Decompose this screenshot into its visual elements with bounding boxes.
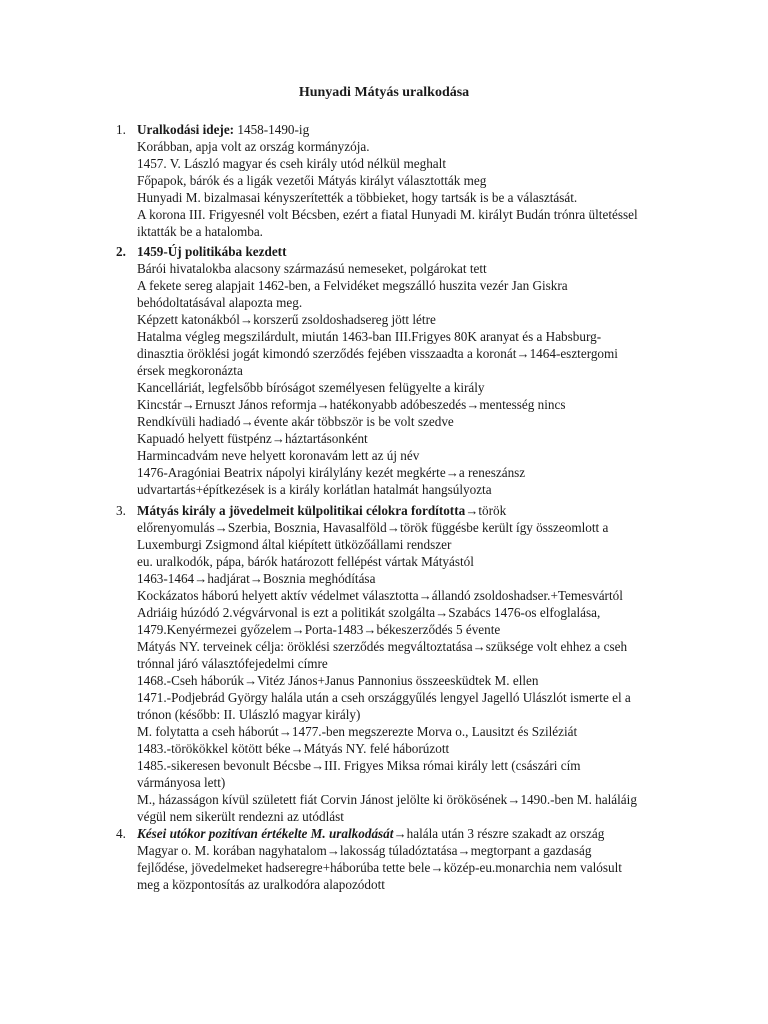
section-heading: Kései utókor pozitívan értékelte M. uralkodását→halála után 3 részre szakadt az ország	[137, 826, 605, 841]
document-title: Hunyadi Mátyás uralkodása	[298, 85, 470, 100]
section-heading: 1459-Új politikába kezdett	[137, 244, 287, 259]
text-line: Korábban, apja volt az ország kormányzója.	[137, 139, 370, 154]
section-number: 3.	[116, 503, 126, 518]
text-line: Kockázatos háború helyett aktív védelmet választotta→állandó zsoldoshadser.+Temesvártól	[137, 588, 623, 603]
text-line: Magyar o. M. korában nagyhatalom→lakosság túladóztatása→megtorpant a gazdaság	[137, 843, 592, 858]
text-line: Kapuadó helyett füstpénz→háztartásonként	[137, 431, 368, 446]
text-line: A fekete sereg alapjait 1462-ben, a Felvidéket megszálló huszita vezér Jan Giskra	[137, 278, 568, 293]
text-line: 1463-1464→hadjárat→Bosznia meghódítása	[137, 571, 376, 586]
text-line: Adriáig húzódó 2.végvárvonal is ezt a politikát szolgálta→Szabács 1476-os elfoglalása,	[137, 605, 601, 620]
text-line: Kancelláriát, legfelsőbb bíróságot személyesen felügyelte a király	[137, 380, 485, 395]
text-line: 1471.-Podjebrád György halála után a cseh országgyűlés lengyel Jagelló Ulászlót ismerte el a	[137, 690, 631, 705]
text-line: Kincstár→Ernuszt János reformja→hatékonyabb adóbeszedés→mentesség nincs	[137, 397, 566, 412]
text-line: trónon (később: II. Ulászló magyar király)	[137, 707, 361, 722]
text-line: 1479.Kenyérmezei győzelem→Porta-1483→békeszerződés 5 évente	[137, 622, 501, 637]
text-line: Bárói hivatalokba alacsony származású nemeseket, polgárokat tett	[137, 261, 487, 276]
section-heading: Mátyás király a jövedelmeit külpolitikai célokra fordította→török	[137, 503, 507, 518]
text-line: Harmincadvám neve helyett koronavám lett az új név	[137, 448, 420, 463]
text-line: behódoltatásával alapozta meg.	[137, 295, 303, 310]
text-line: 1468.-Cseh háborúk→Vitéz János+Janus Pannonius összeesküdtek M. ellen	[137, 673, 539, 688]
text-line: Főpapok, bárók és a ligák vezetői Mátyás királyt választották meg	[137, 173, 487, 188]
text-line: Hunyadi M. bizalmasai kényszerítették a többieket, hogy tartsák is be a választását.	[137, 190, 578, 205]
text-line: iktatták be a hatalomba.	[137, 224, 263, 239]
text-line: Rendkívüli hadiadó→évente akár többször is be volt szedve	[137, 414, 454, 429]
text-line: M., házasságon kívül született fiát Corvin Jánost jelölte ki örökösének→1490.-ben M. haláláig	[137, 792, 637, 807]
text-line: Mátyás NY. terveinek célja: öröklési szerződés megváltoztatása→szüksége volt ehhez a cseh	[137, 639, 628, 654]
text-line: 1476-Aragóniai Beatrix nápolyi királylány kezét megkérte→a reneszánsz	[137, 465, 526, 480]
text-line: vármányosa lett)	[137, 775, 226, 790]
text-line: 1485.-sikeresen bevonult Bécsbe→III. Frigyes Miksa római király lett (császári cím	[137, 758, 581, 773]
text-line: fejlődése, jövedelmeket hadseregre+háborúba tette bele→közép-eu.monarchia nem valósult	[137, 860, 622, 875]
text-line: Hatalma végleg megszilárdult, miután 1463-ban III.Frigyes 80K aranyat és a Habsburg-	[137, 329, 602, 344]
text-line: 1457. V. László magyar és cseh király utód nélkül meghalt	[137, 156, 446, 171]
text-line: dinasztia öröklési jogát kimondó szerződés fejében visszaadta a koronát→1464-esztergomi	[137, 346, 618, 361]
section-number: 4.	[116, 826, 126, 841]
text-line: végül nem sikerült rendezni az utódlást	[137, 809, 344, 824]
section-number: 2.	[116, 244, 126, 259]
text-line: 1483.-törökökkel kötött béke→Mátyás NY. felé háborúzott	[137, 741, 450, 756]
text-line: Képzett katonákból→korszerű zsoldoshadsereg jött létre	[137, 312, 436, 327]
text-line: előrenyomulás→Szerbia, Bosznia, Havasalföld→török függésbe került így összeomlott a	[137, 520, 609, 535]
text-line: meg a központosítás az uralkodóra alapozódott	[137, 877, 385, 892]
text-line: Luxemburgi Zsigmond által kiépített ütközőállami rendszer	[137, 537, 452, 552]
text-line: érsek megkoronázta	[137, 363, 243, 378]
section-heading: Uralkodási ideje: 1458-1490-ig	[137, 122, 310, 137]
text-line: udvartartás+építkezések is a király korlátlan hatalmát hangsúlyozta	[137, 482, 492, 497]
text-line: eu. uralkodók, pápa, bárók határozott fellépést vártak Mátyástól	[137, 554, 474, 569]
text-line: A korona III. Frigyesnél volt Bécsben, ezért a fiatal Hunyadi M. királyt Budán trónra ültetéssel	[137, 207, 638, 222]
section-number: 1.	[116, 122, 126, 137]
text-line: trónnal járó választófejedelmi címre	[137, 656, 328, 671]
text-line: M. folytatta a cseh háborút→1477.-ben megszerezte Morva o., Lausitzt és Sziléziát	[137, 724, 578, 739]
